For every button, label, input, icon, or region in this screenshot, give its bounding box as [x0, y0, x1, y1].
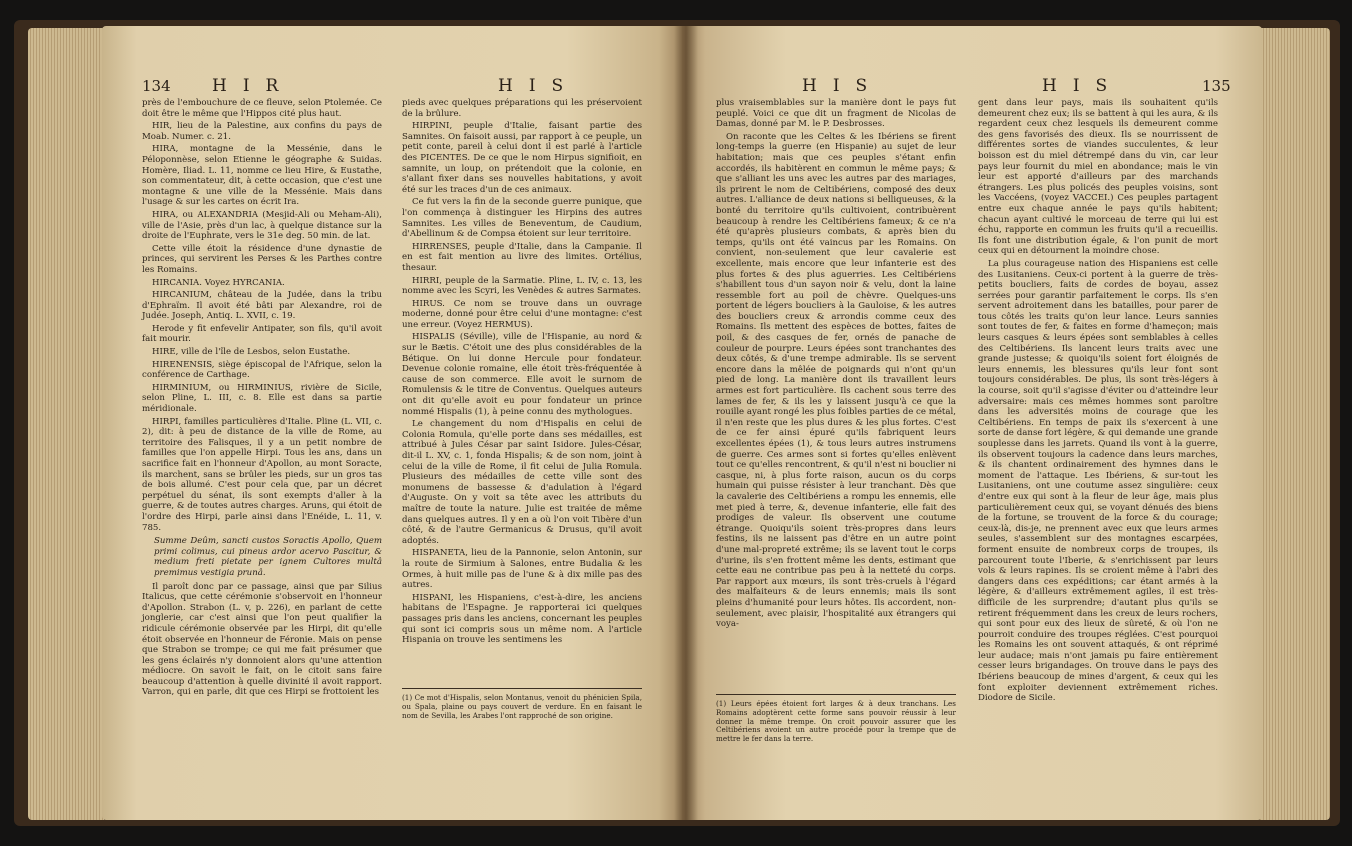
left-page-edges [28, 28, 104, 820]
paragraph: HIRCANIUM, château de la Judée, dans la tribu d'Ephraïm. Il avoit été bâti par Alexandre, roi de Judée. Joseph, Antiq. L. XVII, c. 19. [142, 290, 382, 322]
paragraph: plus vraisemblables sur la manière dont le pays fut peuplé. Voici ce que dit un fragment de Nicolas de Damas, donné par M. le P. Desbrosses. [716, 98, 956, 130]
left-running-head-2: HIS [498, 76, 580, 96]
right-page-number: 135 [1202, 77, 1231, 95]
paragraph: HIRE, ville de l'île de Lesbos, selon Eustathe. [152, 347, 351, 358]
paragraph: HISPANI, les Hispaniens, c'est-à-dire, les anciens habitans de l'Espagne. Je rapporterai ici quelques passages pris dans les anciens, concernant les peuples qui sont ici compris sous un même nom. A l'article Hispania on trouve les sentimens les [402, 592, 642, 646]
paragraph: On raconte que les Celtes & les Ibériens se firent long-temps la guerre (en Hispanie) au sujet de leur habitation; mais que ces peuples s'étant enfin accordés, ils habitèrent en commun le même pays; & que s'alliant les uns avec les autres par des mariages, ils prirent le nom de Celtibériens, composé des deux autres. L'alliance de deux nations si belliqueuses, & la bonté du territoire qu'ils cultivoient, contribuèrent beaucoup à rendre les Celtibériens fameux; & ce n'a été qu'après plusieurs combats, & après bien du temps, qu'ils ont été vaincus par les Romains. On convient, non-seulement que leur cavalerie est excellente, mais encore que leur infanterie est des plus fortes & des plus aguerries. Les Celtibériens s'habillent tous d'un sayon noir & velu, dont la laine ressemble fort au poil de chèvre. Quelques-uns portent de légers boucliers à la Gauloise, & les autres des boucliers creux & arrondis comme ceux des Romains. Ils mettent des espèces de bottes, faites de poil, & des casques de fer, ornés de panache de couleur de pourpre. Leurs épées sont tranchantes des deux côtés, & d'une trempe admirable. Ils se servent encore dans la mêlée de poignards qui n'ont qu'un pied de long. La manière dont ils travaillent leurs armes est fort particulière. Ils cachent sous terre des lames de fer, & ils les y laissent jusqu'à ce que la rouille ayant rongé les plus foibles parties de ce métal, il n'en reste que les plus dures & les plus fortes. C'est de ce fer ainsi épuré qu'ils fabriquent leurs excellentes épées (1), & tous leurs autres instrumens de guerre. Ces armes sont si fortes qu'elles enlèvent tout ce qu'elles rencontrent, & qu'il n'est ni bouclier ni casque, ni, à plus forte raison, aucun os du corps humain qui puisse résister à leur tranchant. Dès que la cavalerie des Celtibériens a rompu les ennemis, elle met pied à terre, &, devenue infanterie, elle fait des prodiges de valeur. Ils observent une coutume étrange. Quoiqu'ils soient très-propres dans leurs festins, ils ne laissent pas d'être en un autre point d'une mal-propreté extrême; ils se lavent tout le corps d'urine, ils s'en frottent même les dents, estimant que cette eau ne contribue pas peu à la netteté du corps. Par rapport aux mœurs, ils sont très-cruels à l'égard des malfaiteurs & de leurs ennemis; mais ils sont pleins d'humanité pour leurs hôtes. Ils accordent, non-seulement, avec plaisir, l'hospitalité aux étrangers qui voya- [716, 131, 956, 630]
footnote-rule [716, 694, 956, 695]
left-page-number: 134 [142, 77, 171, 95]
paragraph: HIRMINIUM, ou HIRMINIUS, rivière de Sicile, selon Pline, L. III, c. 8. Elle est dans sa partie méridionale. [142, 382, 382, 415]
paragraph: Cette ville étoit la résidence d'une dynastie de princes, qui servirent les Perses & les Parthes contre les Romains. [142, 243, 382, 275]
open-book [14, 20, 1340, 826]
paragraph: HIRA, montagne de la Messénie, dans le Péloponnèse, selon Etienne le géographe & Suidas. Homère, Iliad. L. 11, nomme ce lieu Hire, & Eustathe, son commentateur, dit, à cette occasion, que c'est une montagne & une ville de la Messénie. Mais dans l'usage & sur les cartes on écrit Ira. [142, 144, 382, 208]
right-running-head-1: HIS [802, 76, 884, 96]
book-gutter [674, 26, 698, 820]
paragraph: près de l'embouchure de ce fleuve, selon Ptolemée. Ce doit être le même que l'Hippos cité plus haut. [142, 98, 382, 119]
paragraph: Herode y fit enfevelir Antipater, son fils, qu'il avoit fait mourir. [142, 323, 382, 345]
paragraph: HIR, lieu de la Palestine, aux confins du pays de Moab. Numer. c. 21. [142, 121, 382, 142]
paragraph: HIRUS. Ce nom se trouve dans un ouvrage moderne, donné pour être celui d'une montagne: c'est une erreur. (Voyez HERMUS). [402, 298, 642, 330]
left-running-head-1: HIR [212, 76, 295, 96]
paragraph: HIRPINI, peuple d'Italie, faisant partie des Samnites. On faisoit aussi, par rapport à ce peuple, un petit conte, pareil à celui dont il est parlé à l'article des PICENTES. De ce que le nom Hirpus signifioit, en samnite, un loup, on prétendoit que la colonie, en s'allant fixer dans ses nouvelles habitations, y avoit été sur les traces d'un de ces animaux. [402, 121, 642, 195]
paragraph: HIRRI, peuple de la Sarmatie. Pline, L. IV, c. 13, les nomme avec les Scyri, les Venèdes & autres Sarmates. [402, 275, 642, 297]
right-page [682, 26, 1262, 820]
paragraph: HIRA, ou ALEXANDRIA (Mesjid-Ali ou Meham-Ali), ville de l'Asie, près d'un lac, à quelque distance sur la droite de l'Euphrate, vers le 31e deg. 50 min. de lat. [142, 209, 382, 242]
right-page-edges [1260, 28, 1330, 820]
right-column-2 [978, 98, 1218, 706]
paragraph: pieds avec quelques préparations qui les préservoient de la brûlure. [402, 98, 642, 119]
paragraph: HIRPI, familles particulières d'Italie. Pline (L. VII, c. 2), dit: à peu de distance de la ville de Rome, au territoire des Falisques, il y a un petit nombre de familles que l'on appelle Hirpi. Tous les ans, dans un sacrifice fait en l'honneur d'Apollon, au mont Soracte, ils marchent, sans se brûler les pieds, sur un gros tas de bois allumé. C'est pour cela que, par un décret perpétuel du sénat, ils sont exempts d'aller à la guerre, & de toutes autres charges. Aruns, qui étoit de l'ordre des Hirpi, parle ainsi dans l'Enéide, L. 11, v. 785. [142, 416, 382, 533]
right-column-1 [716, 98, 956, 632]
paragraph: HIRENENSIS, siège épiscopal de l'Afrique, selon la conférence de Carthage. [142, 359, 382, 381]
left-column-2 [402, 98, 642, 648]
footnote-rule [402, 688, 642, 689]
footnote: (1) Leurs épées étoient fort larges & à deux tranchans. Les Romains adoptèrent cette forme sans pouvoir réussir à leur donner la même trempe. On croit pouvoir assurer que les Celtibériens avoient un autre procédé pour la trempe que de mettre le fer dans la terre. [716, 699, 956, 744]
paragraph: Il paroît donc par ce passage, ainsi que par Silius Italicus, que cette cérémonie s'observoit en l'honneur d'Apollon. Strabon (L. v, p. 226), en parlant de cette jonglerie, car c'est ainsi que l'on peut qualifier la ridicule cérémonie observée par les Hirpi, dit qu'elle étoit observée en l'honneur de Féronie. Mais on pense que Strabon se trompe; ce qui me fait présumer que les gens éclairés n'y donnoient alors qu'une attention médiocre. On savoit le fait, on le citoit sans faire beaucoup d'attention à quelle divinité il avoit rapport. Varron, qui en parle, dit que ces Hirpi se frottoient les [142, 581, 382, 698]
right-running-head-2: HIS [1042, 76, 1124, 96]
left-column-1 [142, 98, 382, 700]
paragraph: HIRRENSES, peuple d'Italie, dans la Campanie. Il en est fait mention au livre des limites. Ortélius, thesaur. [402, 241, 642, 273]
paragraph: Le changement du nom d'Hispalis en celui de Colonia Romula, qu'elle porte dans ses médailles, est attribué à Jules César par saint Isidore. Jules-César, dit-il L. XV, c. 1, fonda Hispalis; & de son nom, joint à celui de la ville de Rome, il fit celui de Julia Romula. Plusieurs des médailles de cette ville sont des monumens de bassesse & d'adulation à l'égard d'Auguste. On y voit sa tête avec les attributs du maître de toute la nature. Julie est traitée de même dans quelques autres. Il y en a où l'on voit Tibère d'un côté, & de l'autre Germanicus & Drusus, qu'il avoit adoptés. [402, 419, 642, 546]
left-page [102, 26, 682, 820]
paragraph: gent dans leur pays, mais ils souhaitent qu'ils demeurent chez eux; ils se battent à qui les aura, & ils regardent ceux chez lesquels ils demeurent comme des gens favorisés des dieux. Ils se nourrissent de différentes sortes de viandes succulentes, & leur boisson est du miel détrempé dans du vin, car leur pays leur fournit du miel en abondance; mais le vin leur est apporté d'ailleurs par des marchands étrangers. Les plus policés des peuples voisins, sont les Vaccéens, (voyez VACCEI.) Ces peuples partagent entre eux chaque année le pays qu'ils habitent; chacun ayant cultivé le morceau de terre qui lui est échu, rapporte en commun les fruits qu'il a recueillis. Ils font une distribution égale, & l'on punit de mort ceux qui en détournent la moindre chose. [978, 98, 1218, 257]
paragraph: HIRCANIA. Voyez HYRCANIA. [152, 277, 285, 288]
verse-quotation: Summe Deûm, sancti custos Soractis Apollo, Quem primi colimus, cui pineus ardor acervo Pascitur, & medium freti pietate per ignem Cultores multâ premimus vestigia prunâ. [154, 536, 382, 578]
paragraph: Ce fut vers la fin de la seconde guerre punique, que l'on commença à distinguer les Hirpins des autres Samnites. Les villes de Beneventum, de Caudium, d'Abellinum & de Compsa étoient sur leur territoire. [402, 197, 642, 240]
footnote: (1) Ce mot d'Hispalis, selon Montanus, venoit du phénicien Spila, ou Spala, plaine ou pays couvert de verdure. En en faisant le nom de Sevilla, les Arabes l'ont rapproché de son origine. [402, 693, 642, 720]
paragraph: HISPANETA, lieu de la Pannonie, selon Antonin, sur la route de Sirmium à Salones, entre Budalia & les Ormes, à huit mille pas de l'une & à dix mille pas des autres. [402, 548, 642, 591]
paragraph: HISPALIS (Séville), ville de l'Hispanie, au nord & sur le Bætis. C'étoit une des plus considérables de la Bétique. On lui donne Hercule pour fondateur. Devenue colonie romaine, elle étoit très-fréquentée à cause de son commerce. Elle avoit le surnom de Romulensis & le titre de Conventus. Quelques auteurs ont dit qu'elle avoit eu pour fondateur un prince nommé Hispalis (1), à peine connu des mythologues. [402, 332, 642, 417]
paragraph: La plus courageuse nation des Hispaniens est celle des Lusitaniens. Ceux-ci portent à la guerre de très-petits boucliers, faits de cordes de boyau, assez serrées pour garantir parfaitement le corps. Ils s'en servent adroitement dans les batailles, pour parer de tous côtés les traits qu'on leur lance. Leurs sannies sont toutes de fer, & faites en forme d'hameçon; mais leurs casques & leurs épées sont semblables à celles des Celtibériens. Ils lancent leurs traits avec une grande justesse; & quoiqu'ils soient fort éloignés de leurs ennemis, les blessures qu'ils leur font sont toujours considérables. De plus, ils sont très-légers à la course, soit qu'il s'agisse d'éviter ou d'atteindre leur adversaire: mais ces mêmes hommes sont paroître dans les adversités moins de courage que les Celtibériens. En temps de paix ils s'exercent à une sorte de danse fort légère, & qui demande une grande souplesse dans les jarrets. Quand ils vont à la guerre, ils observent toujours la cadence dans leurs marches, & ils chantent ordinairement des hymnes dans le moment de l'attaque. Les Ibériens, & sur-tout les Lusitaniens, ont une coutume assez singulière: ceux d'entre eux qui sont à la fleur de leur âge, mais plus particulièrement ceux qui, se voyant dénués des biens de la fortune, se trouvent de la force & du courage; ceux-là, dis-je, ne prennent avec eux que leurs armes seules, s'assemblent sur des montagnes escarpées, forment ensuite de nombreux corps de troupes, ils parcourent toute l'Iberie, & s'enrichissent par leurs vols & leurs rapines. Ils se croient même à l'abri des dangers dans ces expéditions; car étant armés à la légère, & d'ailleurs extrêmement agiles, il est très-difficile de les surprendre; d'autant plus qu'ils se retirent fréquemment dans les creux de leurs rochers, qui sont pour eux des lieux de sûreté, & où l'on ne pourroit conduire des troupes réglées. C'est pourquoi les Romains les ont souvent attaqués, & ont réprimé leur audace; mais n'ont jamais pu faire entièrement cesser leurs brigandages. On trouve dans le pays des Ibériens beaucoup de mines d'argent, & ceux qui les font exploiter deviennent extrêmement riches. Diodore de Sicile. [978, 258, 1218, 704]
